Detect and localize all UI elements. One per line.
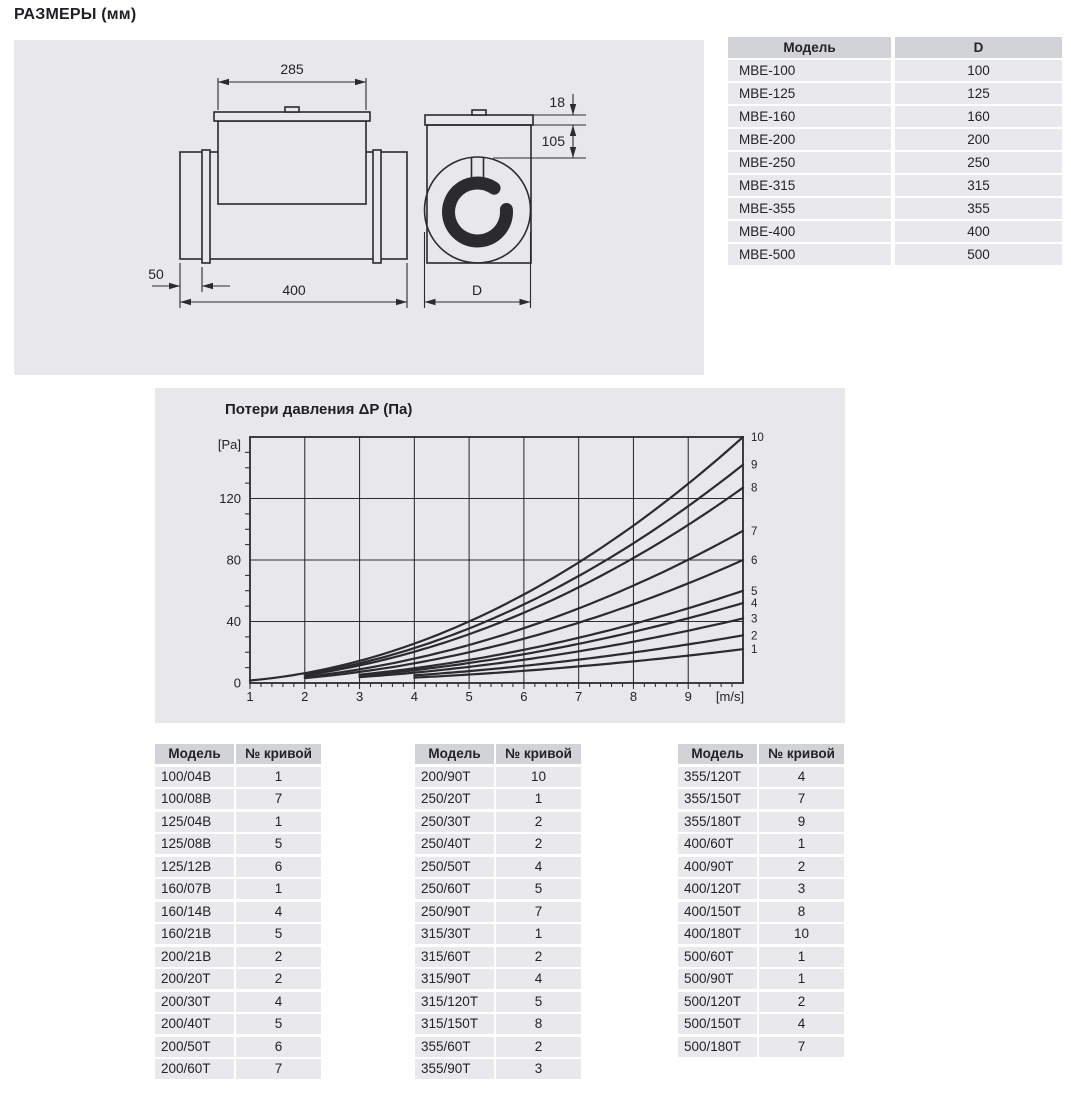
header-cell-model: Модель (728, 37, 891, 58)
table-row (415, 1059, 581, 1079)
table-row (155, 857, 321, 877)
value-cell: 6 (236, 857, 321, 877)
svg-text:9: 9 (684, 689, 692, 704)
table-row (678, 947, 844, 967)
value-cell: 7 (759, 789, 844, 809)
value-cell: 5 (496, 992, 581, 1012)
model-cell: 355/150T (678, 789, 757, 809)
model-cell: 500/60T (678, 947, 757, 967)
value-cell: 1 (759, 969, 844, 989)
table-row (155, 947, 321, 967)
pressure-loss-chart (155, 388, 845, 723)
chart-ticks (245, 452, 732, 689)
value-cell: 4 (759, 1014, 844, 1034)
model-cell: 200/20T (155, 969, 234, 989)
front-lid (425, 115, 533, 125)
value-cell: 125 (895, 83, 1062, 104)
table-row (155, 969, 321, 989)
svg-text:5: 5 (465, 689, 473, 704)
table-row (678, 767, 844, 787)
value-cell: 9 (759, 812, 844, 832)
dim-285-label: 285 (280, 61, 304, 77)
dim-400-label: 400 (282, 282, 306, 298)
value-cell: 4 (236, 902, 321, 922)
model-cell: 400/180T (678, 924, 757, 944)
table-row (155, 1014, 321, 1034)
model-cell: 400/90T (678, 857, 757, 877)
value-cell: 1 (496, 924, 581, 944)
value-cell: 1 (236, 812, 321, 832)
curve-label-1: 1 (751, 644, 758, 657)
svg-text:1: 1 (246, 689, 254, 704)
left-collar (202, 150, 210, 263)
dim-50-label: 50 (148, 266, 164, 282)
table-row (415, 789, 581, 809)
model-cell: MBE-100 (728, 60, 891, 81)
model-cell: 400/60T (678, 834, 757, 854)
table-row (415, 812, 581, 832)
svg-text:80: 80 (226, 552, 241, 568)
table-row (415, 1014, 581, 1034)
table-header-row (155, 744, 321, 764)
table-row (155, 767, 321, 787)
model-cell: 500/180T (678, 1037, 757, 1057)
value-cell: 5 (236, 1014, 321, 1034)
table-row (155, 879, 321, 899)
value-cell: 2 (496, 1037, 581, 1057)
value-cell: 355 (895, 198, 1062, 219)
value-cell: 250 (895, 152, 1062, 173)
value-cell: 160 (895, 106, 1062, 127)
value-cell: 2 (759, 992, 844, 1012)
model-cell: 400/120T (678, 879, 757, 899)
header-cell-model: Модель (155, 744, 234, 764)
table-row (728, 221, 1062, 242)
curve-table-1-body (155, 767, 321, 1080)
model-cell: 355/180T (678, 812, 757, 832)
lid-knob (285, 107, 299, 112)
model-cell: MBE-400 (728, 221, 891, 242)
chart-panel (155, 388, 845, 723)
technical-drawing-svg (14, 40, 704, 375)
value-cell: 10 (496, 767, 581, 787)
svg-text:3: 3 (355, 689, 364, 704)
side-view (148, 61, 407, 308)
value-cell: 5 (496, 879, 581, 899)
curve-label-6: 6 (751, 555, 758, 567)
table-row (155, 812, 321, 832)
curve-label-8: 8 (751, 482, 758, 495)
table-header-row (728, 37, 1062, 58)
table-row (728, 129, 1062, 150)
table-row (728, 60, 1062, 81)
value-cell: 4 (496, 969, 581, 989)
table-row (678, 857, 844, 877)
curve-label-7: 7 (751, 525, 758, 538)
table-row (678, 1014, 844, 1034)
value-cell: 500 (895, 244, 1062, 265)
model-cell: 125/12B (155, 857, 234, 877)
model-cell: 160/14B (155, 902, 234, 922)
value-cell: 8 (759, 902, 844, 922)
table-row (415, 992, 581, 1012)
front-view (425, 94, 587, 308)
table-row (415, 857, 581, 877)
table-row (728, 198, 1062, 219)
model-cell: 125/04B (155, 812, 234, 832)
table-row (155, 924, 321, 944)
header-cell-model: Модель (678, 744, 757, 764)
curve-table-3 (678, 744, 844, 1059)
model-cell: 160/21B (155, 924, 234, 944)
model-cell: MBE-355 (728, 198, 891, 219)
model-cell: 315/30T (415, 924, 494, 944)
table-row (728, 83, 1062, 104)
model-cell: 315/90T (415, 969, 494, 989)
curve-number-labels (751, 432, 764, 656)
header-cell-d: D (895, 37, 1062, 58)
curve-table-3-body (678, 767, 844, 1057)
model-cell: MBE-125 (728, 83, 891, 104)
pressure-loss-curves (250, 437, 743, 681)
curve-label-9: 9 (751, 459, 758, 472)
value-cell: 4 (759, 767, 844, 787)
value-cell: 7 (236, 789, 321, 809)
dim-extension-lines-right (493, 115, 586, 158)
model-cell: 100/04B (155, 767, 234, 787)
curve-label-3: 3 (751, 613, 758, 626)
front-lid-knob (472, 110, 486, 115)
table-row (728, 175, 1062, 196)
svg-text:0: 0 (233, 675, 241, 691)
value-cell: 100 (895, 60, 1062, 81)
model-cell: 315/120T (415, 992, 494, 1012)
table-row (678, 902, 844, 922)
model-cell: 200/50T (155, 1037, 234, 1057)
model-cell: 500/90T (678, 969, 757, 989)
model-cell: 250/40T (415, 834, 494, 854)
curve-table-2 (415, 744, 581, 1082)
table-row (415, 969, 581, 989)
svg-text:4: 4 (410, 689, 418, 704)
page-title: РАЗМЕРЫ (мм) (14, 6, 137, 23)
table-row (415, 1037, 581, 1057)
table-header-row (678, 744, 844, 764)
terminal-box (218, 121, 366, 204)
heating-element-stem (472, 158, 484, 180)
value-cell: 4 (236, 992, 321, 1012)
x-axis-unit-label: [m/s] (715, 689, 745, 704)
table-row (155, 1037, 321, 1057)
value-cell: 2 (236, 947, 321, 967)
model-cell: 500/150T (678, 1014, 757, 1034)
model-cell: 100/08B (155, 789, 234, 809)
table-row (415, 924, 581, 944)
table-row (678, 924, 844, 944)
model-cell: 250/50T (415, 857, 494, 877)
svg-text:6: 6 (520, 689, 528, 704)
drawing-panel (14, 40, 704, 375)
table-row (155, 1059, 321, 1079)
model-cell: 250/60T (415, 879, 494, 899)
value-cell: 3 (759, 879, 844, 899)
table-row (415, 879, 581, 899)
table-row (678, 834, 844, 854)
svg-text:40: 40 (226, 614, 241, 629)
curve-label-4: 4 (751, 598, 758, 611)
value-cell: 400 (895, 221, 1062, 242)
value-cell: 2 (496, 834, 581, 854)
header-cell-model: Модель (415, 744, 494, 764)
value-cell: 3 (496, 1059, 581, 1079)
header-cell-curve: № кривой (759, 744, 844, 764)
curve-label-2: 2 (751, 630, 758, 643)
value-cell: 1 (759, 834, 844, 854)
table-row (155, 902, 321, 922)
model-cell: MBE-200 (728, 129, 891, 150)
table-row (678, 992, 844, 1012)
model-cell: 400/150T (678, 902, 757, 922)
value-cell: 6 (236, 1037, 321, 1057)
model-cell: 315/150T (415, 1014, 494, 1034)
model-cell: 355/120T (678, 767, 757, 787)
dimension-table (728, 37, 1062, 267)
right-collar (373, 150, 381, 263)
model-cell: 355/90T (415, 1059, 494, 1079)
model-cell: 200/60T (155, 1059, 234, 1079)
model-cell: 125/08B (155, 834, 234, 854)
table-row (155, 834, 321, 854)
table-row (678, 879, 844, 899)
model-cell: 355/60T (415, 1037, 494, 1057)
model-cell: MBE-315 (728, 175, 891, 196)
model-cell: 200/21B (155, 947, 234, 967)
value-cell: 1 (496, 789, 581, 809)
table-row (678, 789, 844, 809)
curve-label-5: 5 (751, 585, 758, 598)
table-row (678, 812, 844, 832)
svg-text:120: 120 (219, 491, 241, 506)
svg-text:2: 2 (301, 689, 309, 704)
chart-title: Потери давления ΔP (Па) (225, 401, 413, 418)
model-cell: MBE-250 (728, 152, 891, 173)
model-cell: MBE-500 (728, 244, 891, 265)
value-cell: 2 (496, 947, 581, 967)
model-cell: 200/90T (415, 767, 494, 787)
model-cell: 500/120T (678, 992, 757, 1012)
model-cell: 160/07B (155, 879, 234, 899)
model-cell: 250/30T (415, 812, 494, 832)
value-cell: 1 (759, 947, 844, 967)
value-cell: 2 (759, 857, 844, 877)
value-cell: 10 (759, 924, 844, 944)
dim-18-label: 18 (549, 94, 565, 110)
curve-10 (250, 437, 743, 681)
value-cell: 1 (236, 767, 321, 787)
table-row (728, 244, 1062, 265)
value-cell: 7 (236, 1059, 321, 1079)
dim-105-label: 105 (541, 133, 565, 149)
dimension-table-body (728, 60, 1062, 265)
value-cell: 2 (496, 812, 581, 832)
curve-table-2-body (415, 767, 581, 1080)
dim-extension-lines-50 (180, 263, 202, 308)
value-cell: 8 (496, 1014, 581, 1034)
value-cell: 2 (236, 969, 321, 989)
curve-label-10: 10 (751, 432, 764, 444)
table-row (415, 902, 581, 922)
model-cell: MBE-160 (728, 106, 891, 127)
model-cell: 200/40T (155, 1014, 234, 1034)
table-row (728, 152, 1062, 173)
value-cell: 315 (895, 175, 1062, 196)
dim-extension-lines-285 (218, 78, 366, 110)
table-row (415, 767, 581, 787)
header-cell-curve: № кривой (236, 744, 321, 764)
svg-text:7: 7 (575, 689, 583, 704)
y-axis-unit-label: [Pa] (217, 437, 241, 452)
value-cell: 1 (236, 879, 321, 899)
table-row (728, 106, 1062, 127)
header-cell-curve: № кривой (496, 744, 581, 764)
value-cell: 7 (759, 1037, 844, 1057)
dim-D-label: D (471, 282, 483, 298)
terminal-box-lid (214, 112, 370, 121)
model-cell: 315/60T (415, 947, 494, 967)
table-row (415, 947, 581, 967)
value-cell: 7 (496, 902, 581, 922)
table-row (155, 992, 321, 1012)
model-cell: 250/90T (415, 902, 494, 922)
value-cell: 5 (236, 834, 321, 854)
table-row (678, 969, 844, 989)
value-cell: 4 (496, 857, 581, 877)
curve-4 (360, 603, 743, 676)
heating-element-ring (449, 183, 507, 241)
model-cell: 200/30T (155, 992, 234, 1012)
table-header-row (415, 744, 581, 764)
value-cell: 200 (895, 129, 1062, 150)
value-cell: 5 (236, 924, 321, 944)
table-row (155, 789, 321, 809)
table-row (415, 834, 581, 854)
table-row (678, 1037, 844, 1057)
model-cell: 250/20T (415, 789, 494, 809)
svg-text:8: 8 (629, 689, 638, 704)
curve-table-1 (155, 744, 321, 1082)
